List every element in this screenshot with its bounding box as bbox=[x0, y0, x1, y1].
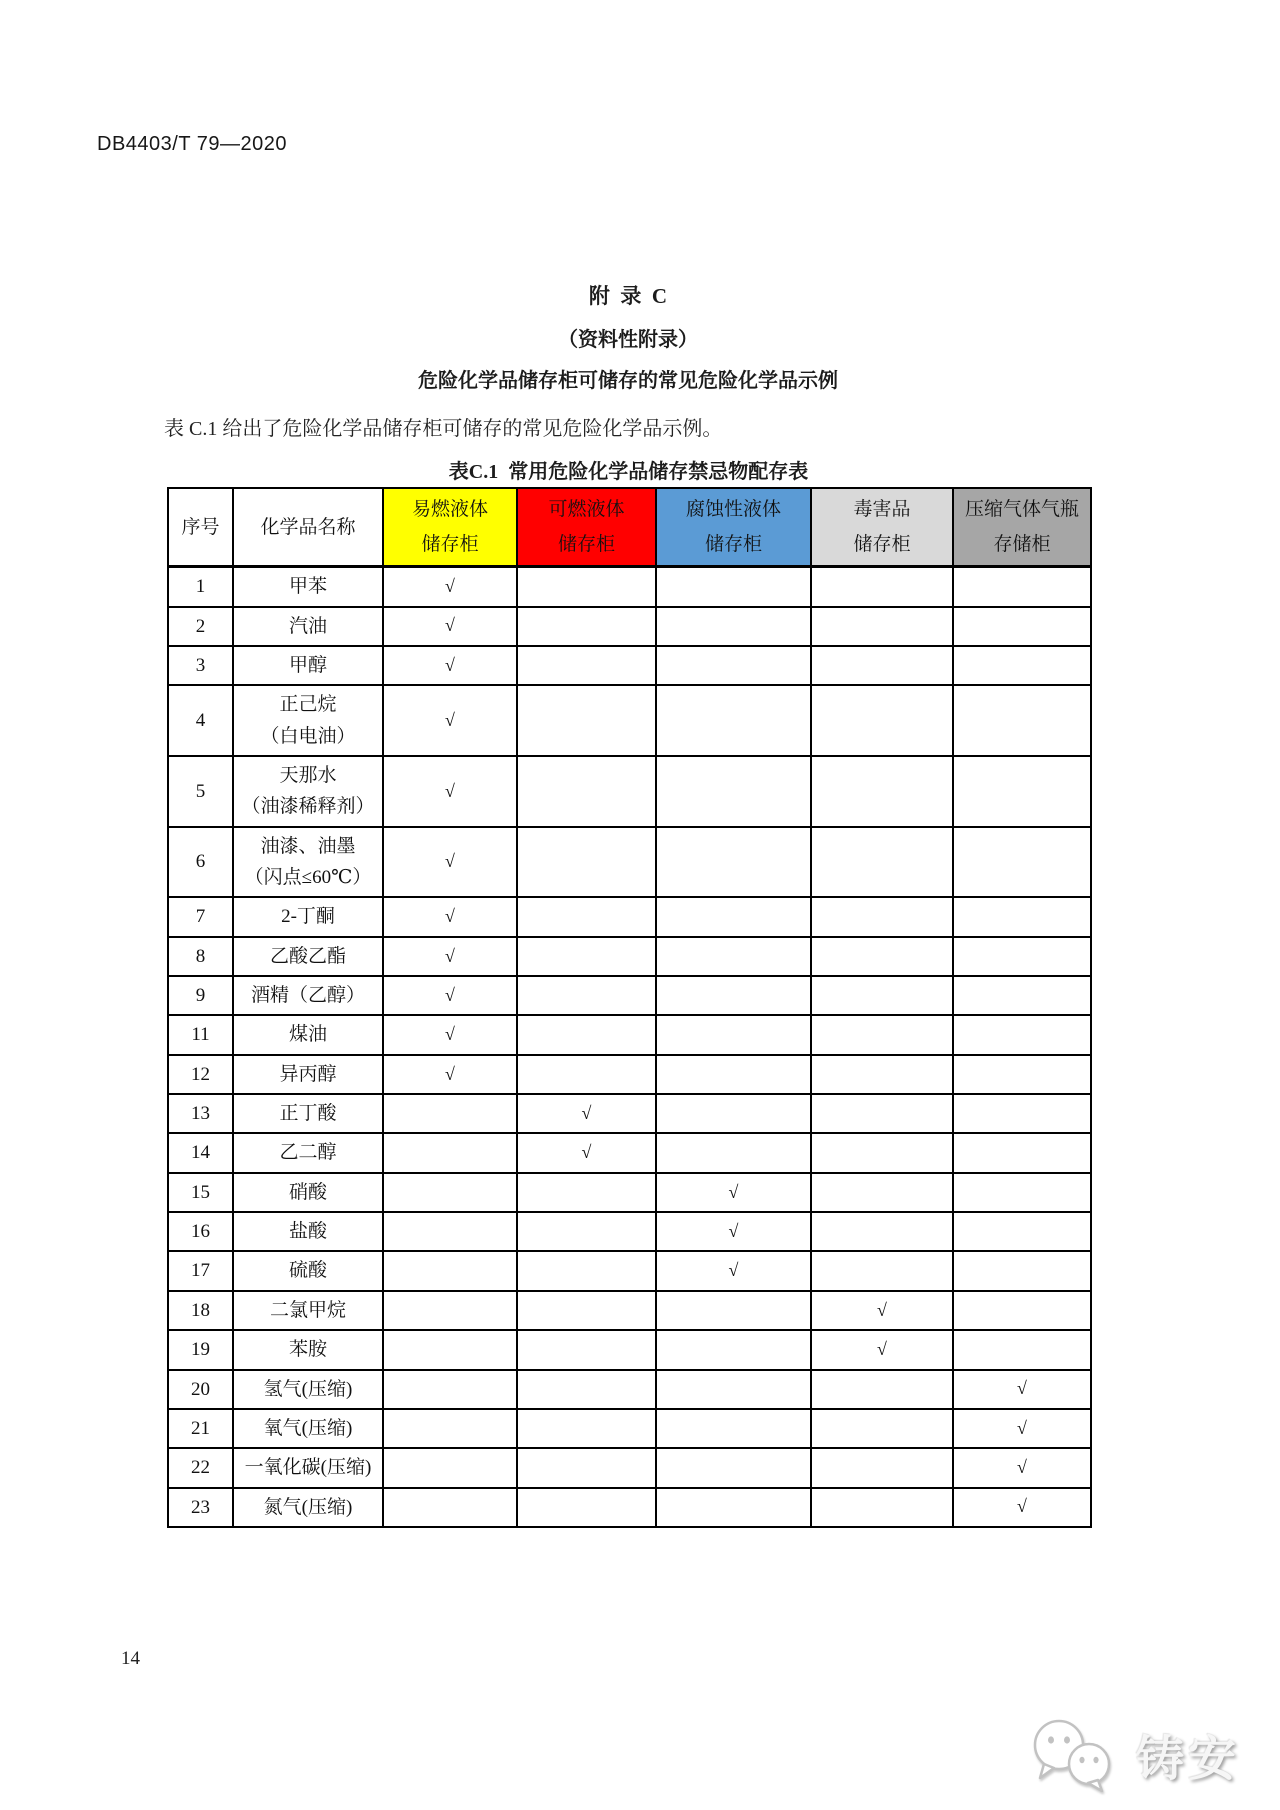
chemical-name-header: 化学品名称 bbox=[233, 488, 383, 567]
toxic-check-cell bbox=[811, 1094, 953, 1133]
combustible-liquid-check-cell bbox=[517, 567, 656, 607]
flammable-liquid-check-cell: √ bbox=[383, 685, 517, 756]
row-number-cell: 16 bbox=[168, 1212, 233, 1251]
row-number-cell: 3 bbox=[168, 646, 233, 685]
chemical-name-cell: 硫酸 bbox=[233, 1251, 383, 1290]
combustible-liquid-cabinet-header: 可燃液体 储存柜 bbox=[517, 488, 656, 567]
corrosive-liquid-check-cell bbox=[656, 937, 811, 976]
combustible-liquid-check-cell bbox=[517, 1330, 656, 1369]
toxic-check-cell bbox=[811, 1488, 953, 1527]
corrosive-liquid-check-cell: √ bbox=[656, 1212, 811, 1251]
serial-number-header: 序号 bbox=[168, 488, 233, 567]
chemical-name-cell: 苯胺 bbox=[233, 1330, 383, 1369]
row-number-cell: 13 bbox=[168, 1094, 233, 1133]
chemical-name-cell: 酒精（乙醇） bbox=[233, 976, 383, 1015]
appendix-heading: 危险化学品储存柜可储存的常见危险化学品示例 bbox=[418, 370, 838, 392]
chat-bubbles-icon bbox=[1026, 1716, 1122, 1792]
chemical-name-cell: 氧气(压缩) bbox=[233, 1409, 383, 1448]
corrosive-liquid-check-cell bbox=[656, 607, 811, 646]
table-row bbox=[168, 1173, 1091, 1212]
compressed-gas-check-cell: √ bbox=[953, 1370, 1091, 1409]
chemical-name-cell: 氮气(压缩) bbox=[233, 1488, 383, 1527]
toxic-check-cell bbox=[811, 1370, 953, 1409]
toxic-check-cell bbox=[811, 1055, 953, 1094]
flammable-liquid-check-cell: √ bbox=[383, 827, 517, 898]
compressed-gas-check-cell bbox=[953, 756, 1091, 827]
flammable-liquid-check-cell: √ bbox=[383, 1055, 517, 1094]
chemical-name-cell: 一氧化碳(压缩) bbox=[233, 1448, 383, 1487]
toxic-check-cell bbox=[811, 1409, 953, 1448]
watermark-text: 铸安 bbox=[1135, 1732, 1240, 1786]
toxic-check-cell bbox=[811, 1212, 953, 1251]
appendix-title: 附 录 C bbox=[588, 284, 668, 308]
combustible-liquid-check-cell bbox=[517, 1448, 656, 1487]
toxic-check-cell bbox=[811, 1251, 953, 1290]
table-row bbox=[168, 1330, 1091, 1369]
compressed-gas-check-cell bbox=[953, 937, 1091, 976]
table-row bbox=[168, 976, 1091, 1015]
combustible-liquid-check-cell bbox=[517, 1291, 656, 1330]
flammable-liquid-check-cell: √ bbox=[383, 1015, 517, 1054]
compressed-gas-check-cell: √ bbox=[953, 1488, 1091, 1527]
toxic-cabinet-header: 毒害品 储存柜 bbox=[811, 488, 953, 567]
flammable-liquid-check-cell bbox=[383, 1330, 517, 1369]
chemical-name-cell: 二氯甲烷 bbox=[233, 1291, 383, 1330]
toxic-check-cell bbox=[811, 1015, 953, 1054]
doc-code: DB4403/T 79—2020 bbox=[97, 133, 287, 155]
corrosive-liquid-check-cell bbox=[656, 1448, 811, 1487]
combustible-liquid-check-cell bbox=[517, 827, 656, 898]
chemical-name-cell: 天那水 （油漆稀释剂） bbox=[233, 756, 383, 827]
row-number-cell: 11 bbox=[168, 1015, 233, 1054]
flammable-liquid-check-cell: √ bbox=[383, 976, 517, 1015]
corrosive-liquid-check-cell bbox=[656, 567, 811, 607]
chemical-storage-table bbox=[167, 487, 1092, 1528]
table-row bbox=[168, 1094, 1091, 1133]
toxic-check-cell bbox=[811, 897, 953, 936]
corrosive-liquid-check-cell bbox=[656, 1055, 811, 1094]
table-row bbox=[168, 1448, 1091, 1487]
compressed-gas-check-cell bbox=[953, 976, 1091, 1015]
combustible-liquid-check-cell bbox=[517, 1173, 656, 1212]
compressed-gas-check-cell bbox=[953, 1173, 1091, 1212]
table-row bbox=[168, 937, 1091, 976]
flammable-liquid-check-cell bbox=[383, 1212, 517, 1251]
table-row bbox=[168, 1133, 1091, 1172]
toxic-check-cell bbox=[811, 1448, 953, 1487]
compressed-gas-check-cell bbox=[953, 1094, 1091, 1133]
table-caption: 表C.1 常用危险化学品储存禁忌物配存表 bbox=[448, 461, 809, 483]
row-number-cell: 5 bbox=[168, 756, 233, 827]
flammable-liquid-check-cell bbox=[383, 1251, 517, 1290]
table-row bbox=[168, 685, 1091, 756]
combustible-liquid-check-cell bbox=[517, 756, 656, 827]
toxic-check-cell bbox=[811, 685, 953, 756]
corrosive-liquid-check-cell bbox=[656, 827, 811, 898]
row-number-cell: 9 bbox=[168, 976, 233, 1015]
combustible-liquid-check-cell bbox=[517, 1409, 656, 1448]
table-row bbox=[168, 756, 1091, 827]
toxic-check-cell bbox=[811, 607, 953, 646]
combustible-liquid-check-cell bbox=[517, 646, 656, 685]
table-row bbox=[168, 1015, 1091, 1054]
flammable-liquid-check-cell: √ bbox=[383, 756, 517, 827]
row-number-cell: 4 bbox=[168, 685, 233, 756]
chemical-name-cell: 甲醇 bbox=[233, 646, 383, 685]
table-row bbox=[168, 827, 1091, 898]
row-number-cell: 18 bbox=[168, 1291, 233, 1330]
chemical-name-cell: 油漆、油墨 （闪点≤60℃） bbox=[233, 827, 383, 898]
chemical-name-cell: 汽油 bbox=[233, 607, 383, 646]
compressed-gas-check-cell bbox=[953, 1291, 1091, 1330]
row-number-cell: 12 bbox=[168, 1055, 233, 1094]
corrosive-liquid-check-cell bbox=[656, 897, 811, 936]
row-number-cell: 15 bbox=[168, 1173, 233, 1212]
table-row bbox=[168, 1409, 1091, 1448]
toxic-check-cell bbox=[811, 1173, 953, 1212]
corrosive-liquid-check-cell bbox=[656, 976, 811, 1015]
toxic-check-cell bbox=[811, 646, 953, 685]
toxic-check-cell bbox=[811, 756, 953, 827]
flammable-liquid-check-cell: √ bbox=[383, 897, 517, 936]
flammable-liquid-check-cell bbox=[383, 1448, 517, 1487]
compressed-gas-check-cell bbox=[953, 1015, 1091, 1054]
corrosive-liquid-check-cell bbox=[656, 1133, 811, 1172]
compressed-gas-check-cell bbox=[953, 1251, 1091, 1290]
compressed-gas-check-cell bbox=[953, 827, 1091, 898]
compressed-gas-check-cell bbox=[953, 607, 1091, 646]
table-row bbox=[168, 607, 1091, 646]
compressed-gas-check-cell bbox=[953, 1330, 1091, 1369]
table-row bbox=[168, 567, 1091, 607]
flammable-liquid-check-cell bbox=[383, 1094, 517, 1133]
corrosive-liquid-check-cell bbox=[656, 1488, 811, 1527]
table-row bbox=[168, 1488, 1091, 1527]
corrosive-liquid-cabinet-header: 腐蚀性液体 储存柜 bbox=[656, 488, 811, 567]
row-number-cell: 23 bbox=[168, 1488, 233, 1527]
combustible-liquid-check-cell bbox=[517, 1488, 656, 1527]
watermark bbox=[1026, 1716, 1240, 1792]
corrosive-liquid-check-cell bbox=[656, 1330, 811, 1369]
flammable-liquid-check-cell: √ bbox=[383, 607, 517, 646]
chemical-name-cell: 正己烷 （白电油） bbox=[233, 685, 383, 756]
combustible-liquid-check-cell bbox=[517, 607, 656, 646]
compressed-gas-check-cell bbox=[953, 897, 1091, 936]
table-row bbox=[168, 897, 1091, 936]
chemical-name-cell: 盐酸 bbox=[233, 1212, 383, 1251]
intro-paragraph: 表 C.1 给出了危险化学品储存柜可储存的常见危险化学品示例。 bbox=[164, 418, 723, 440]
compressed-gas-check-cell bbox=[953, 1133, 1091, 1172]
table-row bbox=[168, 1370, 1091, 1409]
table-row bbox=[168, 1291, 1091, 1330]
table-row bbox=[168, 1251, 1091, 1290]
corrosive-liquid-check-cell bbox=[656, 756, 811, 827]
corrosive-liquid-check-cell bbox=[656, 1094, 811, 1133]
chemical-name-cell: 氢气(压缩) bbox=[233, 1370, 383, 1409]
flammable-liquid-check-cell bbox=[383, 1488, 517, 1527]
combustible-liquid-check-cell bbox=[517, 1370, 656, 1409]
toxic-check-cell bbox=[811, 827, 953, 898]
compressed-gas-check-cell bbox=[953, 1055, 1091, 1094]
flammable-liquid-check-cell: √ bbox=[383, 937, 517, 976]
row-number-cell: 20 bbox=[168, 1370, 233, 1409]
appendix-subtitle: （资料性附录） bbox=[558, 329, 698, 351]
toxic-check-cell bbox=[811, 976, 953, 1015]
appendix-title-block bbox=[0, 280, 1256, 393]
chemical-name-cell: 煤油 bbox=[233, 1015, 383, 1054]
toxic-check-cell bbox=[811, 937, 953, 976]
row-number-cell: 8 bbox=[168, 937, 233, 976]
table-row bbox=[168, 646, 1091, 685]
flammable-liquid-check-cell bbox=[383, 1370, 517, 1409]
page-number: 14 bbox=[121, 1648, 140, 1669]
compressed-gas-check-cell bbox=[953, 685, 1091, 756]
toxic-check-cell bbox=[811, 567, 953, 607]
flammable-liquid-cabinet-header: 易燃液体 储存柜 bbox=[383, 488, 517, 567]
corrosive-liquid-check-cell: √ bbox=[656, 1251, 811, 1290]
corrosive-liquid-check-cell bbox=[656, 1015, 811, 1054]
combustible-liquid-check-cell: √ bbox=[517, 1094, 656, 1133]
row-number-cell: 14 bbox=[168, 1133, 233, 1172]
row-number-cell: 1 bbox=[168, 567, 233, 607]
row-number-cell: 2 bbox=[168, 607, 233, 646]
compressed-gas-check-cell bbox=[953, 1212, 1091, 1251]
flammable-liquid-check-cell bbox=[383, 1291, 517, 1330]
chemical-name-cell: 正丁酸 bbox=[233, 1094, 383, 1133]
row-number-cell: 19 bbox=[168, 1330, 233, 1369]
compressed-gas-check-cell: √ bbox=[953, 1448, 1091, 1487]
chemical-name-cell: 异丙醇 bbox=[233, 1055, 383, 1094]
corrosive-liquid-check-cell bbox=[656, 1370, 811, 1409]
compressed-gas-check-cell bbox=[953, 567, 1091, 607]
combustible-liquid-check-cell bbox=[517, 1251, 656, 1290]
row-number-cell: 6 bbox=[168, 827, 233, 898]
combustible-liquid-check-cell bbox=[517, 976, 656, 1015]
corrosive-liquid-check-cell: √ bbox=[656, 1173, 811, 1212]
chemical-name-cell: 2-丁酮 bbox=[233, 897, 383, 936]
combustible-liquid-check-cell bbox=[517, 897, 656, 936]
chemical-name-cell: 乙二醇 bbox=[233, 1133, 383, 1172]
table-row bbox=[168, 1212, 1091, 1251]
corrosive-liquid-check-cell bbox=[656, 1291, 811, 1330]
flammable-liquid-check-cell bbox=[383, 1409, 517, 1448]
combustible-liquid-check-cell bbox=[517, 685, 656, 756]
table-row bbox=[168, 1055, 1091, 1094]
row-number-cell: 21 bbox=[168, 1409, 233, 1448]
row-number-cell: 22 bbox=[168, 1448, 233, 1487]
flammable-liquid-check-cell: √ bbox=[383, 567, 517, 607]
compressed-gas-check-cell bbox=[953, 646, 1091, 685]
flammable-liquid-check-cell bbox=[383, 1133, 517, 1172]
compressed-gas-check-cell: √ bbox=[953, 1409, 1091, 1448]
toxic-check-cell: √ bbox=[811, 1291, 953, 1330]
combustible-liquid-check-cell bbox=[517, 1212, 656, 1251]
table-header-row bbox=[168, 488, 1091, 567]
toxic-check-cell bbox=[811, 1133, 953, 1172]
compressed-gas-cabinet-header: 压缩气体气瓶 存储柜 bbox=[953, 488, 1091, 567]
corrosive-liquid-check-cell bbox=[656, 646, 811, 685]
chemical-name-cell: 甲苯 bbox=[233, 567, 383, 607]
combustible-liquid-check-cell: √ bbox=[517, 1133, 656, 1172]
flammable-liquid-check-cell bbox=[383, 1173, 517, 1212]
combustible-liquid-check-cell bbox=[517, 1055, 656, 1094]
combustible-liquid-check-cell bbox=[517, 937, 656, 976]
flammable-liquid-check-cell: √ bbox=[383, 646, 517, 685]
chemical-name-cell: 硝酸 bbox=[233, 1173, 383, 1212]
corrosive-liquid-check-cell bbox=[656, 1409, 811, 1448]
combustible-liquid-check-cell bbox=[517, 1015, 656, 1054]
row-number-cell: 17 bbox=[168, 1251, 233, 1290]
corrosive-liquid-check-cell bbox=[656, 685, 811, 756]
toxic-check-cell: √ bbox=[811, 1330, 953, 1369]
row-number-cell: 7 bbox=[168, 897, 233, 936]
chemical-name-cell: 乙酸乙酯 bbox=[233, 937, 383, 976]
